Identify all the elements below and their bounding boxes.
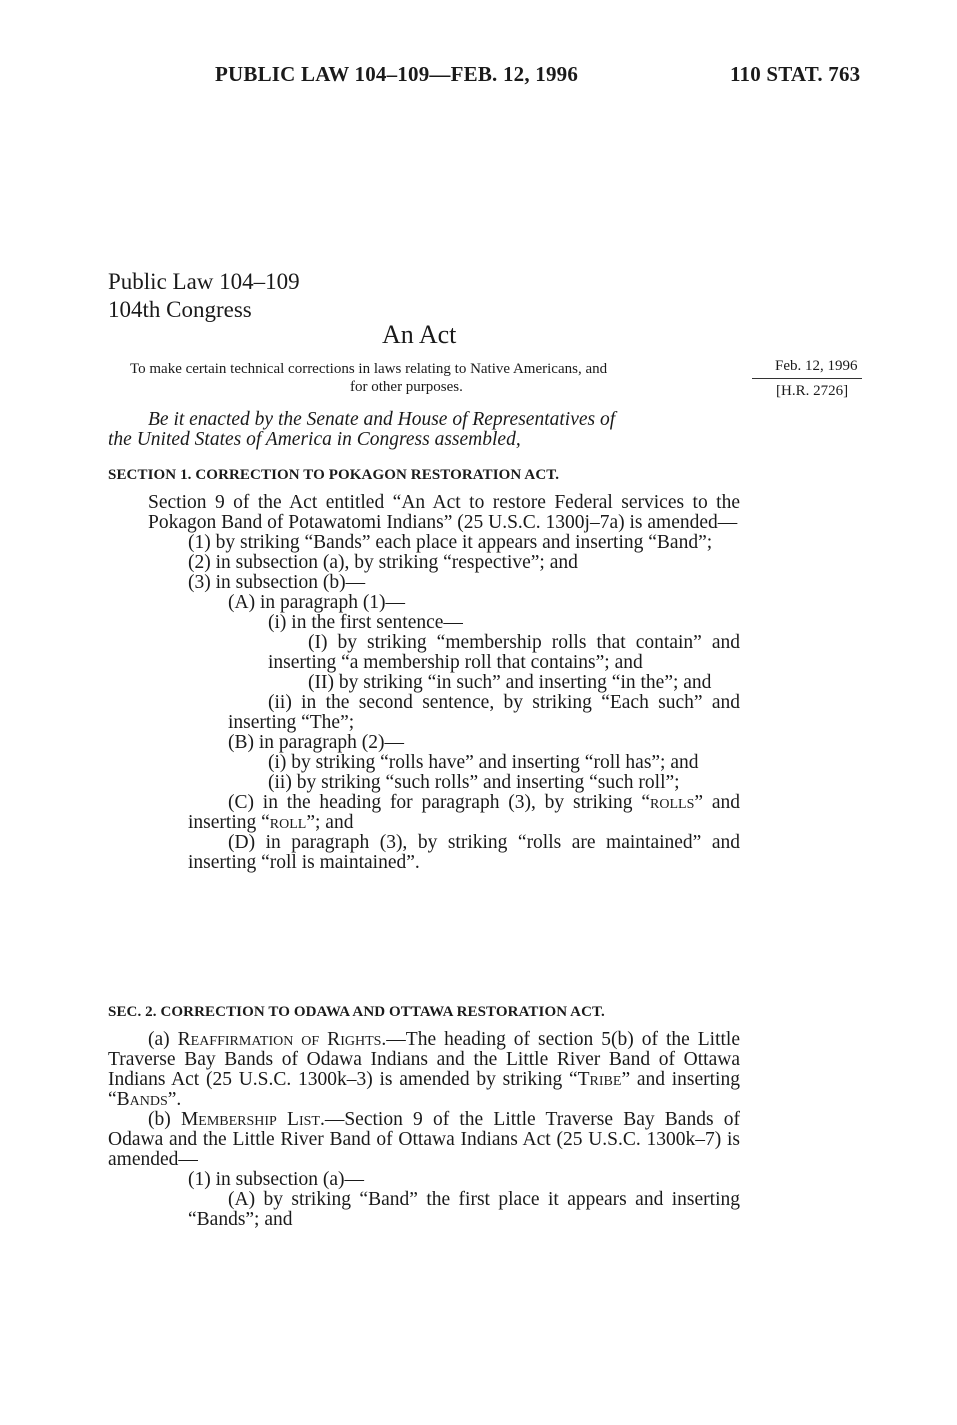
stat-page-number: 110 STAT. 763 <box>730 62 861 86</box>
margin-bill-number: [H.R. 2726] <box>776 383 849 399</box>
congress-number: 104th Congress <box>108 297 252 322</box>
section-2-subsection-b <box>108 1110 740 1170</box>
section-1-para-3: (3) in subsection (b)— <box>188 572 366 593</box>
section-2-para-A: (A) by striking “Band” the first place it appears and inserting “Bands”; and <box>188 1189 740 1230</box>
section-1-para-B-i: (i) by striking “rolls have” and inserting “roll has”; and <box>268 752 699 773</box>
section-1-para-B: (B) in paragraph (2)— <box>228 732 404 753</box>
margin-rule <box>752 378 862 379</box>
section-1-para-D: (D) in paragraph (3), by striking “rolls are maintained” and inserting “roll is maintained”. <box>188 832 740 873</box>
section-2-heading: SEC. 2. CORRECTION TO ODAWA AND OTTAWA RESTORATION ACT. <box>108 1004 605 1020</box>
section-1-para-A-i-II: (II) by striking “in such” and inserting “in the”; and <box>308 672 712 693</box>
section-2-para-1: (1) in subsection (a)— <box>188 1169 364 1190</box>
purpose-line-2: for other purposes. <box>350 379 463 395</box>
para-C-text-3: ”; and <box>306 812 354 833</box>
subsection-b-text: .—Section 9 of the Little Traverse Bay Bands of Odawa and the Little River Band of Ottawa Indians Act (25 U.S.C. 1300k–7) is amended— <box>108 1109 740 1170</box>
law-number: Public Law 104–109 <box>108 269 300 294</box>
subsection-a-text-1: .—The heading of section 5(b) of the Little Traverse Bay Bands of Odawa Indians and the Little River Band of Ottawa Indians Act (25 U.S.C. 1300k–3) is amended by striking “ <box>108 1029 740 1090</box>
para-C-text-1: (C) in the heading for paragraph (3), by striking “ <box>228 792 651 813</box>
section-1-para-A-i-I: (I) by striking “membership rolls that contain” and inserting “a membership roll that contains”; and <box>268 632 740 673</box>
para-C-rolls: rolls <box>650 792 695 813</box>
section-1-para-1: (1) by striking “Bands” each place it appears and inserting “Band”; <box>188 532 713 553</box>
section-2-subsection-a <box>108 1030 740 1110</box>
subsection-b-heading: Membership List <box>180 1109 320 1130</box>
section-1-heading: SECTION 1. CORRECTION TO POKAGON RESTORATION ACT. <box>108 467 560 483</box>
para-C-roll: roll <box>269 812 307 833</box>
subsection-a-text-3: ”. <box>167 1089 182 1110</box>
subsection-a-tribe: Tribe <box>577 1069 622 1090</box>
subsection-a-bands: Bands <box>116 1089 168 1110</box>
subsection-b-label: (b) <box>148 1109 181 1130</box>
section-1-para-A-ii: (ii) in the second sentence, by striking “Each such” and inserting “The”; <box>228 692 740 733</box>
subsection-a-heading: Reaffirmation of Rights <box>177 1029 382 1050</box>
para-C-text-2: ” and inserting “ <box>188 792 740 833</box>
subsection-a-text-2: ” and inserting “ <box>108 1069 740 1110</box>
subsection-a-label: (a) <box>148 1029 178 1050</box>
section-1 <box>108 465 740 873</box>
section-1-para-B-ii: (ii) by striking “such rolls” and inserting “such roll”; <box>268 772 680 793</box>
section-1-para-C <box>108 793 740 833</box>
margin-date: Feb. 12, 1996 <box>775 358 858 374</box>
purpose-line-1: To make certain technical corrections in laws relating to Native Americans, and <box>130 361 608 377</box>
section-1-para-A-i: (i) in the first sentence— <box>268 612 463 633</box>
running-header: PUBLIC LAW 104–109—FEB. 12, 1996 <box>215 62 579 86</box>
section-1-para-A: (A) in paragraph (1)— <box>228 592 406 613</box>
enacting-clause <box>108 410 740 450</box>
section-1-intro: Section 9 of the Act entitled “An Act to restore Federal services to the Pokagon Band of Potawatomi Indians” (25 U.S.C. 1300j–7a) is amended— <box>148 492 740 533</box>
enacting-clause-line-1: Be it enacted by the Senate and House of Representatives of <box>148 409 616 430</box>
act-heading: An Act <box>382 320 457 349</box>
section-2 <box>108 1002 740 1230</box>
enacting-clause-line-2: the United States of America in Congress assembled, <box>108 429 521 450</box>
section-1-para-2: (2) in subsection (a), by striking “respective”; and <box>188 552 578 573</box>
